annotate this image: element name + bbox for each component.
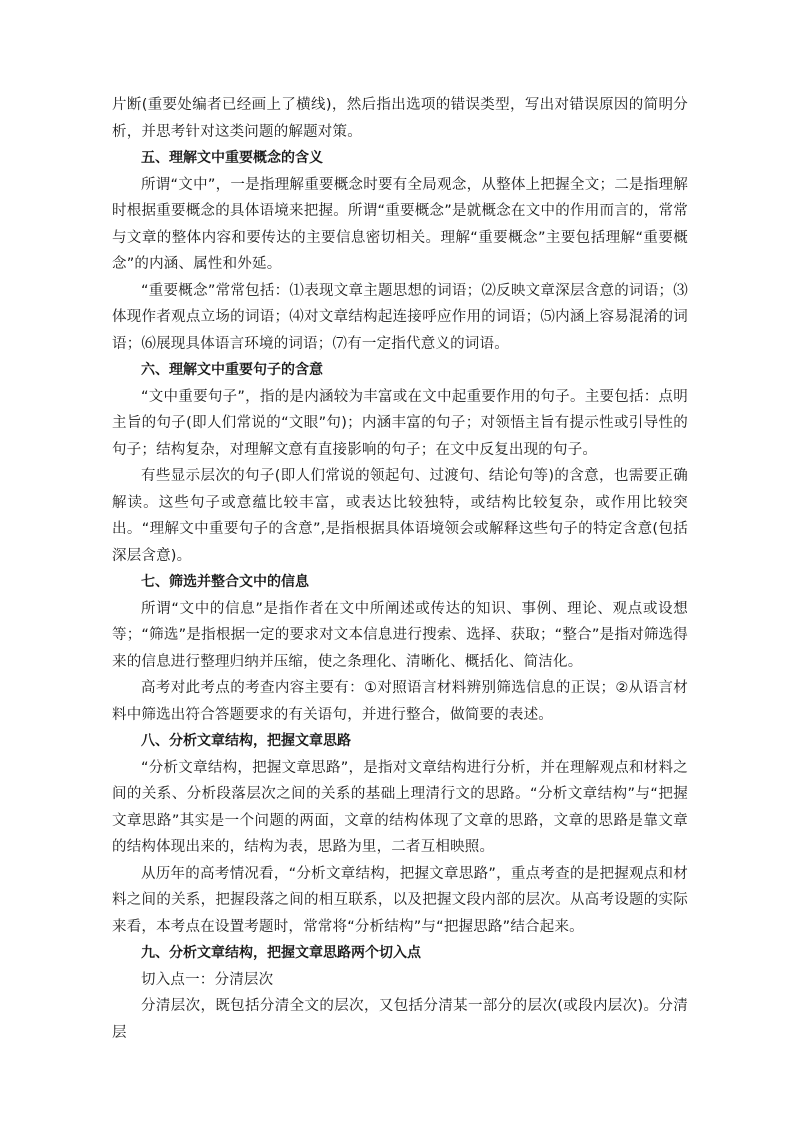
paragraph: 有些显示层次的句子(即人们常说的领起句、过渡句、结论句等)的含意，也需要正确解读。这些句子或意蕴比较丰富，或表达比较独特，或结构比较复杂，或作用比较突出。“理解文中重要句子的含意”,是指根据具体语境领会或解释这些句子的特定含意(包括深层含意)。 — [112, 468, 688, 564]
paragraph: 所谓“文中”，一是指理解重要概念时要有全局观念，从整体上把握全文；二是指理解时根据重要概念的具体语境来把握。所谓“重要概念”是就概念在文中的作用而言的，常常与文章的整体内容和要传达的主要信息密切相关。理解“重要概念”主要包括理解“重要概念”的内涵、属性和外延。 — [112, 176, 688, 272]
paragraph: 分清层次，既包括分清全文的层次，又包括分清某一部分的层次(或段内层次)。分清层 — [112, 998, 688, 1041]
paragraph: 所谓“文中的信息”是指作者在文中所阐述或传达的知识、事例、理论、观点或设想等；“筛选”是指根据一定的要求对文本信息进行搜索、选择、获取；“整合”是指对筛选得来的信息进行整理归纳并压缩，使之条理化、清晰化、概括化、简洁化。 — [112, 600, 688, 670]
section-heading-8: 八、分析文章结构，把握文章思路 — [141, 733, 351, 749]
paragraph: “重要概念”常常包括：⑴表现文章主题思想的词语；⑵反映文章深层含意的词语；⑶体现作者观点立场的词语；⑷对文章结构起连接呼应作用的词语；⑸内涵上容易混淆的词语；⑹展现具体语言环境的词语；⑺有一定指代意义的词语。 — [112, 282, 688, 352]
document-page — [112, 92, 688, 1046]
paragraph: 高考对此考点的考查内容主要有：①对照语言材料辨别筛选信息的正误；②从语言材料中筛选出符合答题要求的有关语句，并进行整合，做简要的表述。 — [112, 680, 688, 723]
section-heading-7: 七、筛选并整合文中的信息 — [141, 574, 309, 590]
section-heading-5: 五、理解文中重要概念的含义 — [141, 150, 323, 166]
paragraph: “文中重要句子”，指的是内涵较为丰富或在文中起重要作用的句子。主要包括：点明主旨的句子(即人们常说的“文眼”句)；内涵丰富的句子；对领悟主旨有提示性或引导性的句子；结构复杂，对理解文意有直接影响的句子；在文中反复出现的句子。 — [112, 388, 688, 458]
paragraph: 从历年的高考情况看，“分析文章结构，把握文章思路”，重点考查的是把握观点和材料之间的关系，把握段落之间的相互联系，以及把握文段内部的层次。从高考设题的实际来看，本考点在设置考题时，常常将“分析结构”与“把握思路”结合起来。 — [112, 865, 688, 935]
section-heading-6: 六、理解文中重要句子的含意 — [141, 362, 323, 378]
paragraph: 切入点一：分清层次 — [141, 971, 274, 988]
paragraph: “分析文章结构，把握文章思路”，是指对文章结构进行分析，并在理解观点和材料之间的关系、分析段落层次之间的关系的基础上理清行文的思路。“分析文章结构”与“把握文章思路”其实是一个问题的两面，文章的结构体现了文章的思路，文章的思路是靠文章的结构体现出来的，结构为表，思路为里，二者互相映照。 — [112, 759, 688, 855]
paragraph-intro: 片断(重要处编者已经画上了横线)，然后指出选项的错误类型，写出对错误原因的简明分析，并思考针对这类问题的解题对策。 — [112, 97, 688, 140]
section-heading-9: 九、分析文章结构，把握文章思路两个切入点 — [141, 945, 421, 961]
